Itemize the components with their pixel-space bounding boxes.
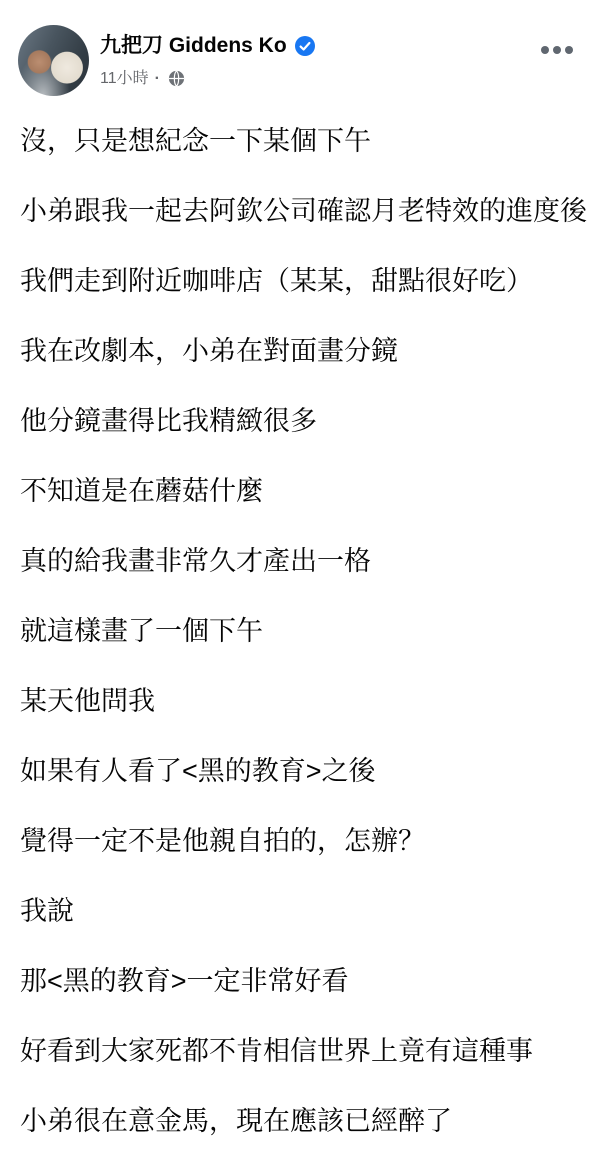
post-paragraph-8: 就這樣畫了一個下午 — [20, 616, 263, 646]
post-paragraph-10: 如果有人看了<黑的教育>之後 — [20, 756, 376, 786]
post-paragraph-15: 小弟很在意金馬，現在應該已經醉了 — [20, 1106, 452, 1136]
post-paragraph-9: 某天他問我 — [20, 686, 155, 716]
globe-privacy-icon — [167, 69, 186, 88]
post-paragraph-5: 他分鏡畫得比我精緻很多 — [20, 406, 317, 436]
post-paragraph-3: 我們走到附近咖啡店（某某，甜點很好吃） — [20, 266, 533, 296]
post-body — [20, 123, 595, 1151]
more-options-button[interactable] — [539, 39, 575, 61]
verified-badge-icon — [295, 36, 315, 56]
post-paragraph-7: 真的給我畫非常久才產出一格 — [20, 546, 371, 576]
post-paragraph-1: 沒，只是想紀念一下某個下午 — [20, 126, 371, 156]
post-header — [100, 33, 315, 88]
ellipsis-icon — [541, 46, 549, 54]
profile-avatar[interactable] — [18, 25, 89, 96]
ellipsis-icon — [553, 46, 561, 54]
post-paragraph-14: 好看到大家死都不肯相信世界上竟有這種事 — [20, 1036, 533, 1066]
post-paragraph-11: 覺得一定不是他親自拍的，怎辦？ — [20, 826, 425, 856]
post-paragraph-6: 不知道是在蘑菇什麼 — [20, 476, 263, 506]
post-paragraph-4: 我在改劇本，小弟在對面畫分鏡 — [20, 336, 398, 366]
page-name-link[interactable]: 九把刀 Giddens Ko — [100, 34, 287, 57]
post-paragraph-2: 小弟跟我一起去阿欽公司確認月老特效的進度後 — [20, 196, 587, 226]
meta-separator: · — [154, 70, 160, 87]
post-paragraph-13: 那<黑的教育>一定非常好看 — [20, 966, 349, 996]
post-paragraph-12: 我說 — [20, 896, 74, 926]
name-row — [100, 33, 315, 59]
post-meta-link[interactable] — [100, 69, 315, 88]
timestamp: 11小時 — [100, 70, 149, 87]
ellipsis-icon — [565, 46, 573, 54]
